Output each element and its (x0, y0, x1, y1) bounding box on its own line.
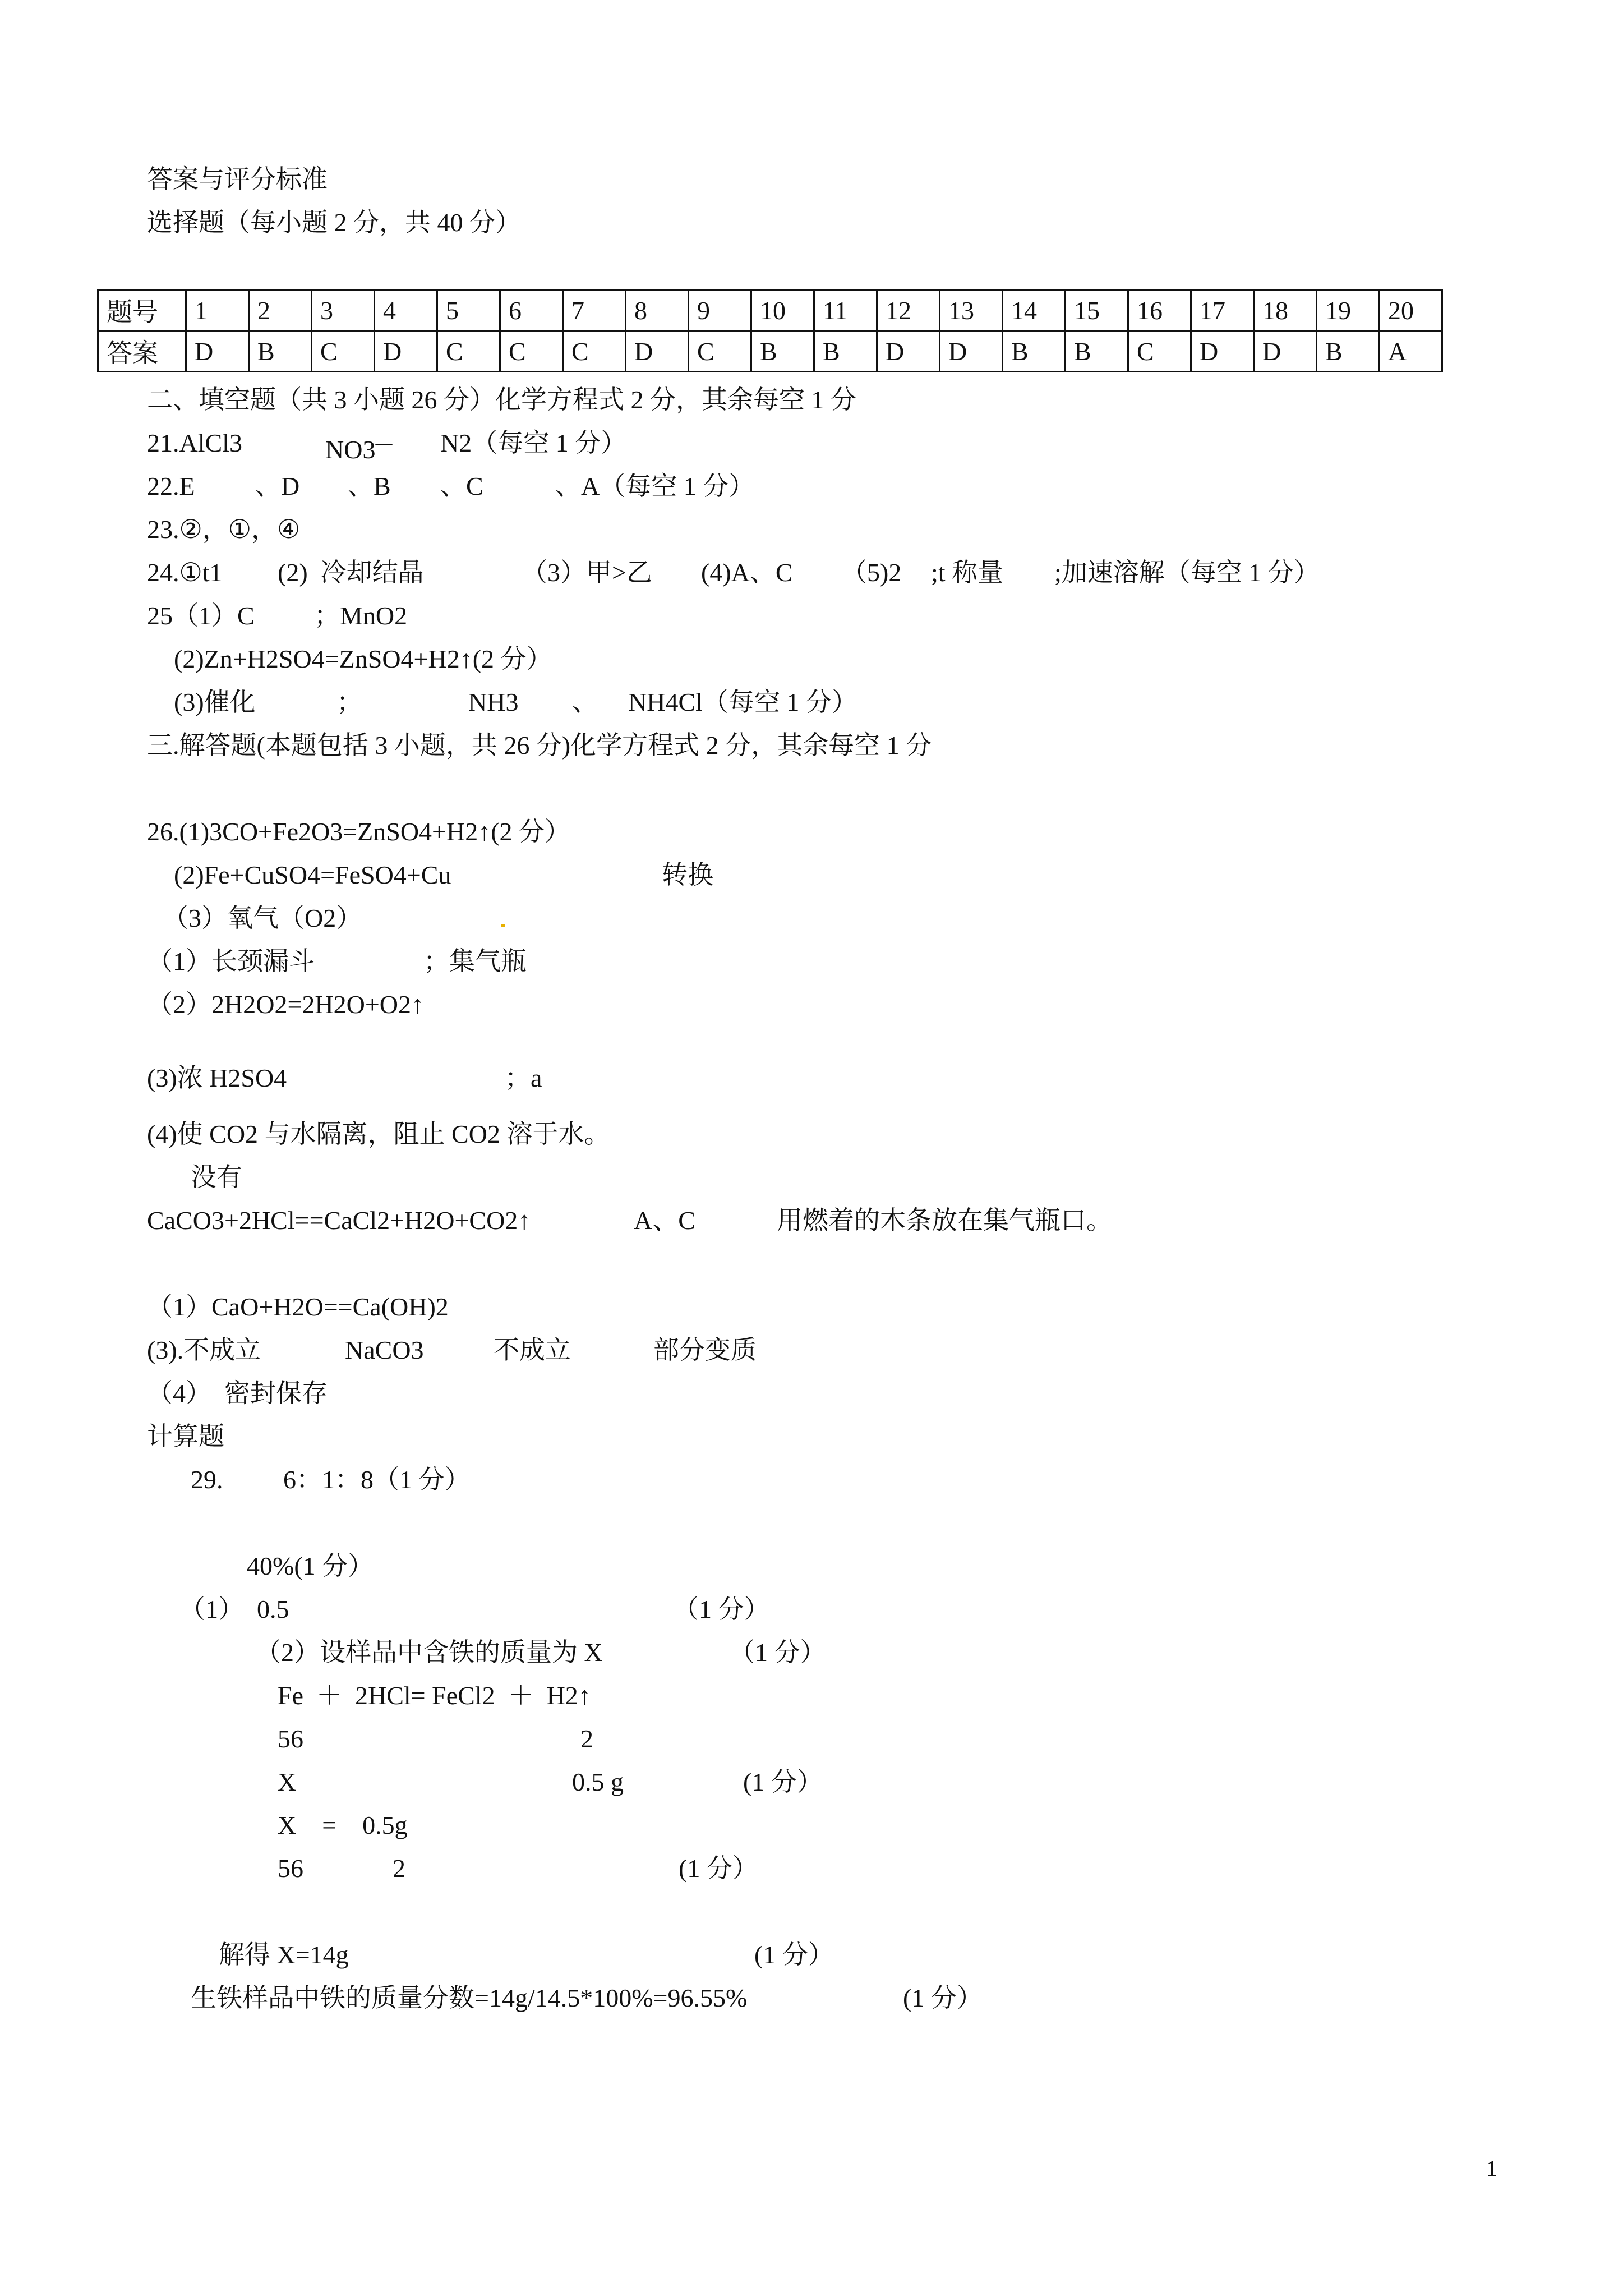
q30-h2-mass: 0.5 g (572, 1768, 624, 1796)
section-fill-heading: 二、填空题（共 3 小题 26 分）化学方程式 2 分，其余每空 1 分 (147, 385, 856, 414)
table-cell: D (375, 331, 437, 372)
q28-part3: (3).不成立 (147, 1336, 261, 1364)
q29-number: 29. (191, 1465, 223, 1494)
q25-part1: 25（1）C (147, 601, 255, 630)
answer-table (97, 289, 1443, 372)
table-cell: 17 (1191, 290, 1254, 331)
q30-score-c: (1 分） (754, 1940, 834, 1969)
q30-ratio-top: X = 0.5g (278, 1811, 408, 1839)
q27-part4: (4)使 CO2 与水隔离，阻止 CO2 溶于水。 (147, 1120, 610, 1148)
table-cell: D (1191, 331, 1254, 372)
table-cell: D (877, 331, 940, 372)
q30-mass-fe: 56 (278, 1724, 303, 1753)
q24-part2: (2) 冷却结晶 (278, 558, 424, 587)
q30-equation: Fe ＋ 2HCl= FeCl2 ＋ H2↑ (278, 1681, 591, 1710)
q30-score-a: (1 分） (743, 1768, 823, 1796)
q21-nitrate-charge: — (375, 434, 393, 452)
q28-part1: （1）CaO+H2O==Ca(OH)2 (147, 1292, 449, 1321)
table-cell: 8 (626, 290, 689, 331)
q30-mass-h2: 2 (580, 1724, 593, 1753)
q30-result: 生铁样品中铁的质量分数=14g/14.5*100%=96.55% (191, 1984, 748, 2012)
table-cell: 10 (751, 290, 814, 331)
q27-check-method: 用燃着的木条放在集气瓶口。 (777, 1206, 1112, 1235)
q27-equation: CaCO3+2HCl==CaCl2+H2O+CO2↑ (147, 1206, 531, 1235)
table-cell: 4 (375, 290, 437, 331)
table-cell: 19 (1317, 290, 1380, 331)
table-cell: 13 (940, 290, 1003, 331)
table-cell: A (1380, 331, 1442, 372)
q25-part2-equation: (2)Zn+H2SO4=ZnSO4+H2↑(2 分） (174, 645, 552, 673)
q30-x: X (278, 1768, 297, 1796)
q25-part3-nh3: NH3 (468, 688, 519, 716)
table-cell: 12 (877, 290, 940, 331)
table-cell: C (500, 331, 563, 372)
section-calc-heading: 计算题 (147, 1422, 224, 1451)
table-cell: 14 (1003, 290, 1066, 331)
table-cell: 11 (814, 290, 877, 331)
table-cell: D (626, 331, 689, 372)
q26-part2: (2)Fe+CuSO4=FeSO4+Cu (174, 861, 451, 889)
page-number: 1 (1486, 2156, 1497, 2181)
table-cell: 7 (563, 290, 626, 331)
stray-mark (501, 924, 505, 927)
q24-part5-dissolve: ;加速溶解（每空 1 分） (1054, 558, 1320, 587)
q24-part5-weigh: ;t 称量 (931, 558, 1004, 587)
q25-part3-sep: ； (336, 688, 362, 716)
q27-apparatus: A、C (634, 1206, 695, 1235)
q27-part1: （1）长颈漏斗 (147, 947, 315, 976)
q30-solution: 解得 X=14g (219, 1940, 349, 1969)
q21-nitrate (325, 426, 392, 467)
section-choice-heading: 选择题（每小题 2 分，共 40 分） (147, 208, 521, 237)
q28-part4: （4） 密封保存 (147, 1379, 328, 1407)
table-cell: D (1254, 331, 1317, 372)
q30-score-b: (1 分） (679, 1854, 758, 1883)
table-cell: 5 (437, 290, 500, 331)
q30-ratio-bottom-56: 56 (278, 1854, 303, 1883)
q23-answer: 23.②，①，④ (147, 515, 301, 544)
table-cell: D (186, 331, 249, 372)
q25-part3: (3)催化 (174, 688, 256, 716)
q27-part2: （2）2H2O2=2H2O+O2↑ (147, 990, 424, 1019)
q24-part4: (4)A、C (701, 558, 793, 587)
q30-part2-score: （1 分） (729, 1638, 826, 1667)
q26-part3: （3）氧气（O2） (163, 904, 362, 932)
table-cell: D (940, 331, 1003, 372)
table-cell: 1 (186, 290, 249, 331)
q21-answer: 21.AlCl3 (147, 429, 242, 457)
section-solve-heading: 三.解答题(本题包括 3 小题，共 26 分)化学方程式 2 分，其余每空 1 分 (147, 731, 932, 760)
q27-part4-none: 没有 (191, 1163, 242, 1191)
q22-answer-c: 、C (440, 472, 483, 500)
table-cell: 2 (249, 290, 312, 331)
q24-part3: （3）甲>乙 (522, 558, 652, 587)
q28-part3-partial: 部分变质 (653, 1336, 757, 1364)
row-label-question: 题号 (98, 290, 186, 331)
q30-part1-score: （1 分） (673, 1595, 770, 1623)
q21-nitrate-text: NO3 (325, 435, 376, 464)
q30-score-d: (1 分） (903, 1984, 983, 2012)
q26-part2-method: 转换 (662, 861, 713, 889)
table-cell: B (1066, 331, 1128, 372)
q27-part1-bottle: ；集气瓶 (423, 947, 527, 976)
q22-answer-e: 22.E (147, 472, 195, 500)
q30-part1: （1） 0.5 (179, 1595, 289, 1623)
q22-answer-b: 、B (348, 472, 391, 500)
table-cell: C (689, 331, 751, 372)
q28-part3-naco3: NaCO3 (345, 1336, 424, 1364)
q24-part1: 24.①t1 (147, 558, 223, 587)
table-cell: 9 (689, 290, 751, 331)
table-cell: C (437, 331, 500, 372)
table-cell: B (1003, 331, 1066, 372)
q30-ratio-bottom-2: 2 (393, 1854, 405, 1883)
table-cell: C (563, 331, 626, 372)
table-row-numbers (98, 290, 1442, 331)
q21-nitrogen: N2（每空 1 分） (440, 429, 627, 457)
table-cell: B (249, 331, 312, 372)
table-cell: 6 (500, 290, 563, 331)
q25-part1-mno2: ；MnO2 (314, 601, 408, 630)
q25-part3-comma: 、 (572, 688, 598, 716)
q30-part2: （2）设样品中含铁的质量为 X (255, 1638, 603, 1667)
table-cell: 20 (1380, 290, 1442, 331)
table-cell: B (814, 331, 877, 372)
q26-part1: 26.(1)3CO+Fe2O3=ZnSO4+H2↑(2 分） (147, 817, 571, 846)
table-cell: B (1317, 331, 1380, 372)
q27-part3-inlet: ；a (505, 1064, 542, 1092)
q29-percent: 40%(1 分） (247, 1552, 374, 1580)
q22-answer-a: 、A（每空 1 分） (555, 472, 755, 500)
q22-answer-d: 、D (255, 472, 300, 500)
table-cell: C (312, 331, 375, 372)
table-cell: B (751, 331, 814, 372)
row-label-answer: 答案 (98, 331, 186, 372)
table-cell: 18 (1254, 290, 1317, 331)
q27-part3: (3)浓 H2SO4 (147, 1064, 287, 1092)
table-cell: 3 (312, 290, 375, 331)
table-cell: C (1128, 331, 1191, 372)
table-cell: 16 (1128, 290, 1191, 331)
table-cell: 15 (1066, 290, 1128, 331)
q24-part5: （5)2 (841, 558, 902, 587)
table-row-answers (98, 331, 1442, 372)
q25-part3-nh4cl: NH4Cl（每空 1 分） (628, 688, 857, 716)
document-title: 答案与评分标准 (147, 165, 328, 194)
q29-ratio: 6：1：8（1 分） (283, 1465, 471, 1494)
q28-part3-invalid: 不成立 (494, 1336, 571, 1364)
